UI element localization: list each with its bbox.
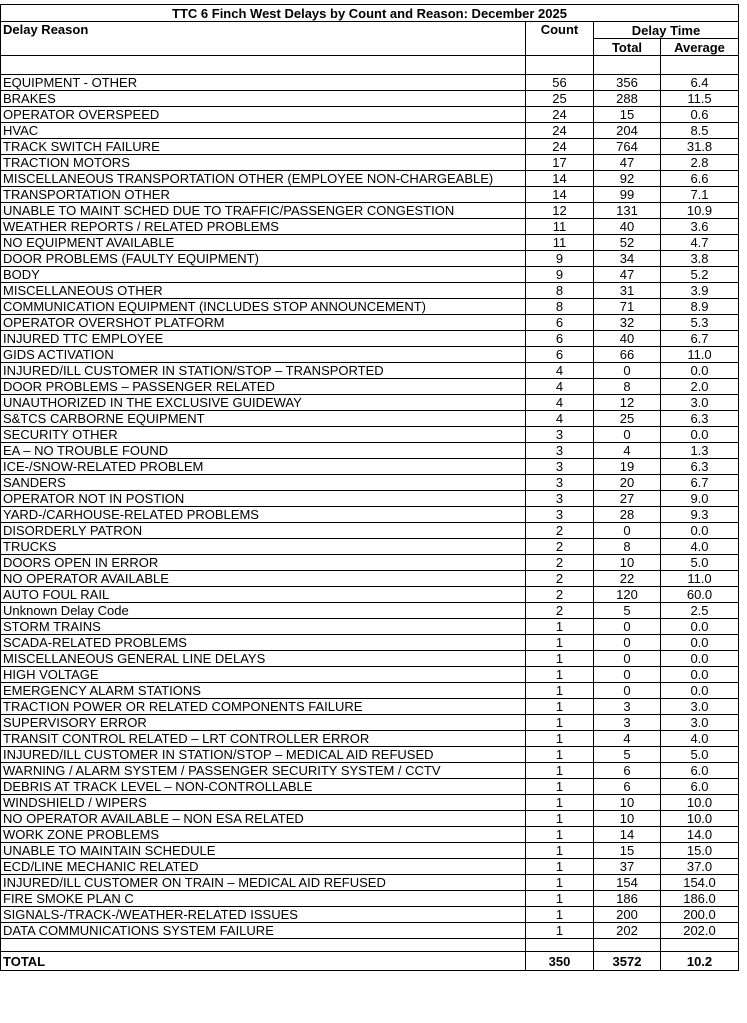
gap-cell [661,939,739,952]
total-delay-cell: 31 [594,283,661,299]
count-cell: 1 [526,859,594,875]
delay-reason-cell: SUPERVISORY ERROR [1,715,526,731]
delay-reason-cell: FIRE SMOKE PLAN C [1,891,526,907]
delay-reason-cell: UNABLE TO MAINTAIN SCHEDULE [1,843,526,859]
table-row [1,75,739,91]
title-row [1,5,739,22]
average-delay-cell: 4.0 [661,731,739,747]
total-delay-cell: 20 [594,475,661,491]
delay-reason-cell: AUTO FOUL RAIL [1,587,526,603]
delay-reason-cell: DOOR PROBLEMS – PASSENGER RELATED [1,379,526,395]
count-cell: 8 [526,283,594,299]
total-delay-cell: 6 [594,779,661,795]
average-delay-cell: 186.0 [661,891,739,907]
count-cell: 1 [526,891,594,907]
total-delay-cell: 99 [594,187,661,203]
table-row [1,555,739,571]
delay-reason-cell: BODY [1,267,526,283]
average-delay-cell: 9.0 [661,491,739,507]
average-delay-cell: 10.9 [661,203,739,219]
average-delay-cell: 2.8 [661,155,739,171]
average-delay-cell: 60.0 [661,587,739,603]
average-delay-cell: 6.3 [661,459,739,475]
table-row [1,459,739,475]
table-row [1,235,739,251]
table-row [1,507,739,523]
total-delay-cell: 8 [594,539,661,555]
total-delay-cell: 34 [594,251,661,267]
total-delay-cell: 5 [594,747,661,763]
total-delay-cell: 4 [594,731,661,747]
average-delay-cell: 5.0 [661,747,739,763]
total-delay-cell: 19 [594,459,661,475]
total-delay-cell: 8 [594,379,661,395]
count-cell: 3 [526,491,594,507]
table-row [1,875,739,891]
total-delay-cell: 10 [594,795,661,811]
total-delay-cell: 15 [594,107,661,123]
spacer-cell [661,56,739,75]
count-cell: 1 [526,779,594,795]
total-delay-cell: 0 [594,635,661,651]
delay-reason-cell: OPERATOR OVERSPEED [1,107,526,123]
table-row [1,171,739,187]
total-delay-cell: 202 [594,923,661,939]
count-cell: 1 [526,763,594,779]
table-row [1,571,739,587]
total-delay-cell: 10 [594,555,661,571]
count-cell: 4 [526,379,594,395]
delay-reason-cell: DATA COMMUNICATIONS SYSTEM FAILURE [1,923,526,939]
delay-reason-cell: WEATHER REPORTS / RELATED PROBLEMS [1,219,526,235]
table-row [1,267,739,283]
table-row [1,891,739,907]
header-delay-time: Delay Time [594,22,739,39]
delay-reason-cell: TRANSIT CONTROL RELATED – LRT CONTROLLER ERROR [1,731,526,747]
delay-reason-cell: OPERATOR OVERSHOT PLATFORM [1,315,526,331]
average-delay-cell: 0.0 [661,363,739,379]
table-row [1,619,739,635]
total-delay-cell: 120 [594,587,661,603]
count-cell: 1 [526,651,594,667]
average-delay-cell: 5.2 [661,267,739,283]
total-delay-cell: 4 [594,443,661,459]
average-delay-cell: 11.0 [661,347,739,363]
average-delay-cell: 3.0 [661,699,739,715]
total-delay-cell: 764 [594,139,661,155]
average-delay-cell: 0.0 [661,427,739,443]
total-delay: 3572 [594,952,661,971]
count-cell: 6 [526,347,594,363]
total-delay-cell: 32 [594,315,661,331]
delay-reason-cell: WINDSHIELD / WIPERS [1,795,526,811]
table-row [1,363,739,379]
table-row [1,299,739,315]
average-delay-cell: 0.6 [661,107,739,123]
total-delay-cell: 71 [594,299,661,315]
average-delay-cell: 6.0 [661,779,739,795]
total-average: 10.2 [661,952,739,971]
average-delay-cell: 10.0 [661,811,739,827]
average-delay-cell: 14.0 [661,827,739,843]
average-delay-cell: 11.5 [661,91,739,107]
average-delay-cell: 154.0 [661,875,739,891]
total-delay-cell: 356 [594,75,661,91]
delay-reason-cell: DISORDERLY PATRON [1,523,526,539]
delay-reason-cell: TRACK SWITCH FAILURE [1,139,526,155]
count-cell: 1 [526,683,594,699]
average-delay-cell: 10.0 [661,795,739,811]
table-row [1,347,739,363]
table-row [1,219,739,235]
count-cell: 1 [526,827,594,843]
table-row [1,539,739,555]
total-delay-cell: 0 [594,619,661,635]
delay-table-body [1,5,739,971]
spacer-cell [526,56,594,75]
total-delay-cell: 0 [594,523,661,539]
delay-reason-cell: GIDS ACTIVATION [1,347,526,363]
total-delay-cell: 10 [594,811,661,827]
delay-reason-cell: DEBRIS AT TRACK LEVEL – NON-CONTROLLABLE [1,779,526,795]
count-cell: 1 [526,699,594,715]
average-delay-cell: 3.8 [661,251,739,267]
table-row [1,331,739,347]
table-row [1,411,739,427]
total-delay-cell: 3 [594,715,661,731]
count-cell: 1 [526,619,594,635]
delay-reason-cell: EMERGENCY ALARM STATIONS [1,683,526,699]
total-delay-cell: 47 [594,267,661,283]
delay-reason-cell: COMMUNICATION EQUIPMENT (INCLUDES STOP ANNOUNCEMENT) [1,299,526,315]
table-row [1,779,739,795]
delay-reason-cell: HVAC [1,123,526,139]
average-delay-cell: 0.0 [661,667,739,683]
delay-table [0,4,739,971]
total-delay-cell: 186 [594,891,661,907]
average-delay-cell: 3.9 [661,283,739,299]
table-row [1,475,739,491]
table-row [1,811,739,827]
table-row [1,843,739,859]
count-cell: 3 [526,507,594,523]
total-delay-cell: 40 [594,331,661,347]
delay-reason-cell: DOOR PROBLEMS (FAULTY EQUIPMENT) [1,251,526,267]
count-cell: 9 [526,251,594,267]
table-row [1,715,739,731]
average-delay-cell: 8.9 [661,299,739,315]
table-row [1,283,739,299]
delay-reason-cell: SCADA-RELATED PROBLEMS [1,635,526,651]
count-cell: 3 [526,475,594,491]
count-cell: 24 [526,123,594,139]
total-delay-cell: 288 [594,91,661,107]
table-row [1,395,739,411]
average-delay-cell: 202.0 [661,923,739,939]
spacer-row [1,56,739,75]
delay-reason-cell: NO OPERATOR AVAILABLE – NON ESA RELATED [1,811,526,827]
delay-reason-cell: OPERATOR NOT IN POSTION [1,491,526,507]
table-row [1,603,739,619]
table-row [1,923,739,939]
table-row [1,523,739,539]
average-delay-cell: 0.0 [661,523,739,539]
count-cell: 24 [526,107,594,123]
delay-reason-cell: YARD-/CARHOUSE-RELATED PROBLEMS [1,507,526,523]
count-cell: 1 [526,843,594,859]
count-cell: 2 [526,571,594,587]
delay-reason-cell: NO OPERATOR AVAILABLE [1,571,526,587]
table-row [1,155,739,171]
count-cell: 1 [526,667,594,683]
count-cell: 1 [526,731,594,747]
total-delay-cell: 0 [594,363,661,379]
count-cell: 4 [526,395,594,411]
total-delay-cell: 154 [594,875,661,891]
average-delay-cell: 1.3 [661,443,739,459]
count-cell: 1 [526,715,594,731]
total-delay-cell: 6 [594,763,661,779]
delay-reason-cell: INJURED/ILL CUSTOMER IN STATION/STOP – MEDICAL AID REFUSED [1,747,526,763]
total-delay-cell: 40 [594,219,661,235]
total-delay-cell: 92 [594,171,661,187]
count-cell: 1 [526,923,594,939]
table-row [1,91,739,107]
delay-reason-cell: WORK ZONE PROBLEMS [1,827,526,843]
table-row [1,123,739,139]
delay-report-sheet [0,4,739,971]
count-cell: 2 [526,587,594,603]
average-delay-cell: 0.0 [661,619,739,635]
total-delay-cell: 3 [594,699,661,715]
total-delay-cell: 27 [594,491,661,507]
count-cell: 14 [526,187,594,203]
total-delay-cell: 47 [594,155,661,171]
delay-reason-cell: EQUIPMENT - OTHER [1,75,526,91]
total-delay-cell: 25 [594,411,661,427]
average-delay-cell: 5.3 [661,315,739,331]
total-delay-cell: 131 [594,203,661,219]
count-cell: 6 [526,315,594,331]
table-row [1,683,739,699]
count-cell: 2 [526,539,594,555]
delay-reason-cell: S&TCS CARBORNE EQUIPMENT [1,411,526,427]
count-cell: 3 [526,443,594,459]
delay-reason-cell: NO EQUIPMENT AVAILABLE [1,235,526,251]
delay-reason-cell: BRAKES [1,91,526,107]
gap-cell [1,939,526,952]
total-delay-cell: 0 [594,667,661,683]
average-delay-cell: 6.6 [661,171,739,187]
table-row [1,427,739,443]
table-row [1,203,739,219]
delay-reason-cell: MISCELLANEOUS OTHER [1,283,526,299]
delay-reason-cell: ICE-/SNOW-RELATED PROBLEM [1,459,526,475]
total-count: 350 [526,952,594,971]
average-delay-cell: 15.0 [661,843,739,859]
total-delay-cell: 37 [594,859,661,875]
average-delay-cell: 37.0 [661,859,739,875]
table-row [1,763,739,779]
average-delay-cell: 0.0 [661,651,739,667]
average-delay-cell: 8.5 [661,123,739,139]
count-cell: 8 [526,299,594,315]
average-delay-cell: 0.0 [661,635,739,651]
delay-reason-cell: TRACTION MOTORS [1,155,526,171]
total-label: TOTAL [1,952,526,971]
delay-reason-cell: ECD/LINE MECHANIC RELATED [1,859,526,875]
table-row [1,187,739,203]
count-cell: 14 [526,171,594,187]
count-cell: 1 [526,747,594,763]
delay-reason-cell: MISCELLANEOUS TRANSPORTATION OTHER (EMPLOYEE NON-CHARGEABLE) [1,171,526,187]
header-count: Count [526,22,594,56]
total-row [1,952,739,971]
total-delay-cell: 14 [594,827,661,843]
average-delay-cell: 7.1 [661,187,739,203]
count-cell: 25 [526,91,594,107]
average-delay-cell: 200.0 [661,907,739,923]
count-cell: 4 [526,411,594,427]
total-delay-cell: 15 [594,843,661,859]
table-row [1,107,739,123]
header-average: Average [661,39,739,56]
count-cell: 1 [526,811,594,827]
average-delay-cell: 2.5 [661,603,739,619]
count-cell: 4 [526,363,594,379]
average-delay-cell: 6.4 [661,75,739,91]
count-cell: 1 [526,795,594,811]
delay-reason-cell: UNAUTHORIZED IN THE EXCLUSIVE GUIDEWAY [1,395,526,411]
table-row [1,827,739,843]
total-delay-cell: 5 [594,603,661,619]
count-cell: 2 [526,603,594,619]
delay-reason-cell: TRANSPORTATION OTHER [1,187,526,203]
table-row [1,795,739,811]
table-row [1,443,739,459]
count-cell: 3 [526,459,594,475]
total-delay-cell: 22 [594,571,661,587]
total-delay-cell: 0 [594,683,661,699]
table-row [1,635,739,651]
average-delay-cell: 6.7 [661,475,739,491]
header-row-1 [1,22,739,39]
delay-reason-cell: MISCELLANEOUS GENERAL LINE DELAYS [1,651,526,667]
delay-reason-cell: INJURED/ILL CUSTOMER IN STATION/STOP – TRANSPORTED [1,363,526,379]
total-delay-cell: 66 [594,347,661,363]
spacer-cell [594,56,661,75]
total-delay-cell: 200 [594,907,661,923]
count-cell: 17 [526,155,594,171]
count-cell: 2 [526,523,594,539]
table-row [1,315,739,331]
delay-reason-cell: INJURED TTC EMPLOYEE [1,331,526,347]
average-delay-cell: 6.0 [661,763,739,779]
gap-cell [526,939,594,952]
table-row [1,907,739,923]
count-cell: 3 [526,427,594,443]
spacer-cell [1,56,526,75]
average-delay-cell: 3.0 [661,715,739,731]
table-row [1,667,739,683]
count-cell: 9 [526,267,594,283]
delay-reason-cell: SIGNALS-/TRACK-/WEATHER-RELATED ISSUES [1,907,526,923]
table-row [1,491,739,507]
average-delay-cell: 6.7 [661,331,739,347]
table-row [1,139,739,155]
count-cell: 1 [526,635,594,651]
delay-reason-cell: WARNING / ALARM SYSTEM / PASSENGER SECURITY SYSTEM / CCTV [1,763,526,779]
delay-reason-cell: STORM TRAINS [1,619,526,635]
delay-reason-cell: HIGH VOLTAGE [1,667,526,683]
table-row [1,379,739,395]
total-delay-cell: 28 [594,507,661,523]
gap-row [1,939,739,952]
table-row [1,731,739,747]
total-delay-cell: 12 [594,395,661,411]
average-delay-cell: 5.0 [661,555,739,571]
count-cell: 2 [526,555,594,571]
average-delay-cell: 31.8 [661,139,739,155]
average-delay-cell: 2.0 [661,379,739,395]
count-cell: 6 [526,331,594,347]
delay-reason-cell: TRACTION POWER OR RELATED COMPONENTS FAILURE [1,699,526,715]
average-delay-cell: 6.3 [661,411,739,427]
average-delay-cell: 11.0 [661,571,739,587]
count-cell: 56 [526,75,594,91]
table-row [1,587,739,603]
count-cell: 1 [526,875,594,891]
table-row [1,251,739,267]
total-delay-cell: 204 [594,123,661,139]
average-delay-cell: 3.6 [661,219,739,235]
count-cell: 1 [526,907,594,923]
delay-reason-cell: INJURED/ILL CUSTOMER ON TRAIN – MEDICAL AID REFUSED [1,875,526,891]
gap-cell [594,939,661,952]
report-title: TTC 6 Finch West Delays by Count and Reason: December 2025 [1,5,739,22]
header-delay-reason: Delay Reason [1,22,526,56]
count-cell: 11 [526,235,594,251]
total-delay-cell: 52 [594,235,661,251]
average-delay-cell: 9.3 [661,507,739,523]
average-delay-cell: 0.0 [661,683,739,699]
count-cell: 12 [526,203,594,219]
table-row [1,651,739,667]
table-row [1,859,739,875]
table-row [1,699,739,715]
average-delay-cell: 3.0 [661,395,739,411]
count-cell: 11 [526,219,594,235]
table-row [1,747,739,763]
delay-reason-cell: Unknown Delay Code [1,603,526,619]
count-cell: 24 [526,139,594,155]
header-total: Total [594,39,661,56]
average-delay-cell: 4.7 [661,235,739,251]
delay-reason-cell: TRUCKS [1,539,526,555]
delay-reason-cell: EA – NO TROUBLE FOUND [1,443,526,459]
average-delay-cell: 4.0 [661,539,739,555]
delay-reason-cell: SECURITY OTHER [1,427,526,443]
delay-reason-cell: UNABLE TO MAINT SCHED DUE TO TRAFFIC/PASSENGER CONGESTION [1,203,526,219]
total-delay-cell: 0 [594,427,661,443]
total-delay-cell: 0 [594,651,661,667]
delay-reason-cell: SANDERS [1,475,526,491]
delay-reason-cell: DOORS OPEN IN ERROR [1,555,526,571]
